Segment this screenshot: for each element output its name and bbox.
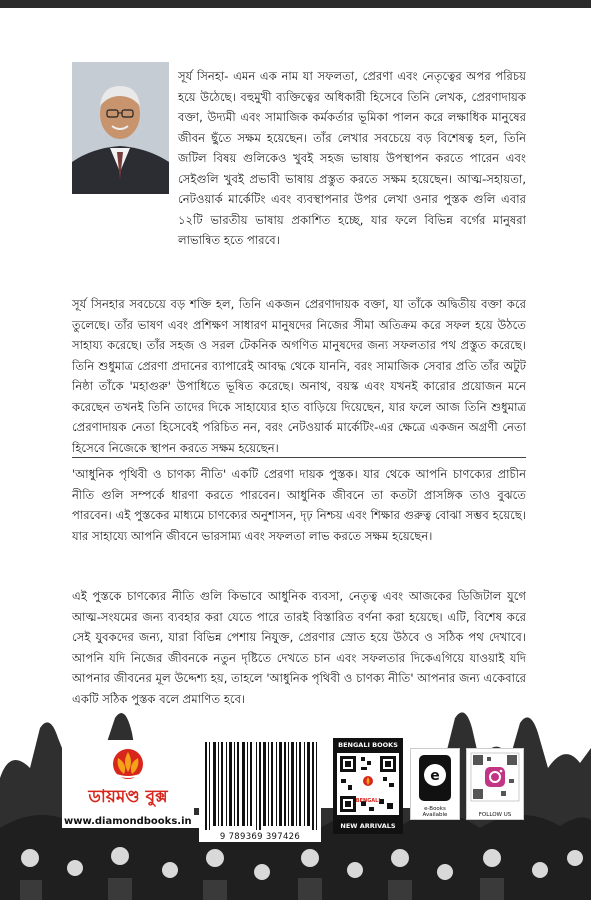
isbn-number: 9 789369 397426 — [199, 832, 321, 842]
instagram-qr-icon — [467, 749, 523, 807]
instagram-card[interactable] — [466, 748, 524, 820]
lotus-icon — [62, 740, 194, 784]
qr-brand: BENGALI — [355, 798, 381, 804]
bengali-books-qr-card[interactable] — [333, 738, 403, 834]
book-description-intro: 'আধুনিক পৃথিবী ও চাণক্য নীতি' একটি প্রেরণা দায়ক পুস্তক। যার থেকে আপনি চাণক্যের প্রাচীন নীতি গুলি সম্পর্কে ধারণা করতে পারবেন। আধুনিক জীবনে তা কতটা প্রাসঙ্গিক তাও বুঝতে পারবেন। এই পুস্তকের মাধ্যমে চাণক্যের অনুশাসন, দৃঢ় নিশ্চয় এবং শিক্ষার গুরুত্ব বোঝা সম্ভব হয়েছে। যার সাহায্যে আপনি জীবনে ভারসাম্য এবং সফলতা লাভ করতে সক্ষম হয়েছেন। — [72, 467, 526, 543]
ebooks-label: e-Books Available — [422, 806, 448, 818]
qr-bottom-label: NEW ARRIVALS — [340, 822, 396, 830]
section-divider — [72, 457, 526, 458]
isbn-barcode — [199, 738, 321, 832]
publisher-logo[interactable] — [62, 740, 194, 815]
author-photo — [72, 62, 169, 194]
author-bio-intro: সূর্য সিনহা- এমন এক নাম যা সফলতা, প্রেরণা এবং নেতৃত্বের অপর পরিচয় হয়ে উঠেছে। বহুমুখী ব্যক্তিত্বের অধিকারী হিসেবে তিনি লেখক, প্রেরণাদায়ক বক্তা, উদ্যমী এবং সামাজিক কর্মকর্তার ভূমিকা পালন করে লক্ষাধিক মানুষের জীবন ছুঁতে সক্ষম হয়েছেন। তাঁর লেখার সবচেয়ে বড় বিশেষত্ব হল, তিনি জটিল বিষয় গুলিকেও খুবই সহজ ভাষায় উপস্থাপন করতে পারেন এবং সেইগুলি খুবই প্রভাবী ভাষায় প্রস্তুত করতে সক্ষম হয়েছেন। আত্ম-সহায়তা, নেটওয়ার্ক মার্কেটিং এবং ব্যবস্থাপনার উপর লেখা ওনার পুস্তক গুলি এবার ১২টি ভারতীয় ভাষায় প্রকাশিত হচ্ছে, যার ফলে বিভিন্ন বর্গের মানুষরা লাভান্বিত হতে পারবে। — [178, 69, 526, 247]
author-portrait-icon — [72, 62, 169, 194]
qr-code-icon — [337, 753, 399, 815]
top-border — [0, 0, 591, 8]
author-bio-strength: সূর্য সিনহার সবচেয়ে বড় শক্তি হল, তিনি একজন প্রেরণাদায়ক বক্তা, যা তাঁকে অদ্বিতীয় বক্তা করে তুলেছে। তাঁর ভাষণ এবং প্রশিক্ষণ সাধারণ মানুষদের নিজের সীমা অতিক্রম করে সফল হয়ে উঠতে সাহায্য করেছে। তাঁর সহজ ও সরল টেকনিক অগণিত মানুষদের জন্য সফলতার পথ প্রস্তুত করেছে। তিনি শুধুমাত্র প্রেরণা প্রদানের ব্যাপারেই আবদ্ধ থেকে যাননি, বরং সামাজিক সেবার প্রতি তাঁর অটুট নিষ্ঠা তাঁকে 'মহাগুরু' উপাধিতে ভূষিত করেছে। অনাথ, বয়স্ক এবং যখনই কারোর প্রয়োজন মনে করেছেন তখনই তিনি তাদের দিকে সাহায্যের হাত বাড়িয়ে দিয়েছেন, যার ফলে আজ তিনি শুধুমাত্র প্রেরণাদায়ক নেতা হিসেবেই পরিচিত নন, বরং নেটওয়ার্ক মার্কেটিং-এর ক্ষেত্রে একজন অগ্রণী নেতা হিসেবে নিজেকে স্থাপন করতে সক্ষম হয়েছেন। — [72, 297, 526, 455]
ebooks-card[interactable] — [410, 748, 460, 820]
barcode-icon — [199, 738, 321, 832]
publisher-website[interactable]: www.diamondbooks.in — [62, 815, 206, 828]
instagram-label: FOLLOW US — [478, 812, 512, 818]
svg-text:e: e — [430, 768, 440, 784]
qr-top-label: BENGALI BOOKS — [338, 741, 398, 749]
ebook-icon — [411, 749, 459, 807]
publisher-name: ডায়মণ্ড বুক্স — [88, 787, 168, 807]
book-description-details: এই পুস্তকে চাণক্যের নীতি গুলি কিভাবে আধুনিক ব্যবসা, নেতৃত্ব এবং আজকের ডিজিটাল যুগে আত্ম-সংযমের জন্য ব্যবহার করা যেতে পারে তারই বিস্তারিত বর্ণনা করা হয়েছে। এটি, বিশেষ করে সেই যুবকদের জন্য, যারা বিভিন্ন পেশায় নিযুক্ত, প্রেরণার স্রোত হয়ে উঠবে ও সঠিক পথ দেখাবে। আপনি যদি নিজের জীবনকে নতুন দৃষ্টিতে দেখতে চান এবং সফলতার দিকেএগিয়ে যাওয়াই যদি আপনার জীবনের মূল উদ্দেশ্য হয়, তাহলে 'আধুনিক পৃথিবী ও চাণক্য নীতি' আপনার জন্য একেবারে একটি সঠিক পুস্তক বলে প্রমাণিত হবে। — [72, 589, 526, 706]
